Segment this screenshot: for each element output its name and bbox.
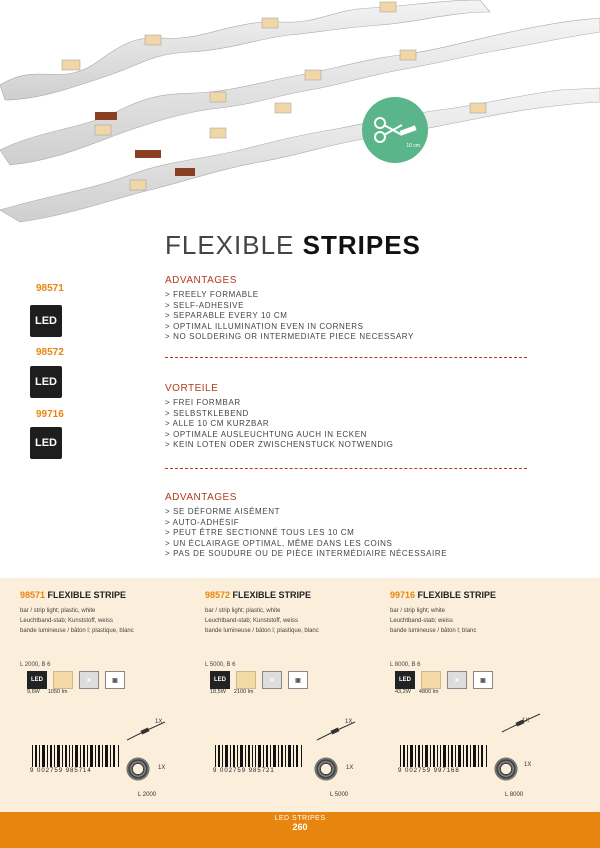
page-title-thin: FLEXIBLE xyxy=(165,230,303,260)
product-dimensions: L 2000, B 6 xyxy=(20,662,51,668)
sidebar-code-1: 98571 xyxy=(36,283,64,294)
no-dimmer-icon: ✕ xyxy=(262,671,282,689)
length-label: L 2000 xyxy=(138,792,157,798)
led-icon: LED xyxy=(30,305,62,337)
product-desc-en: bar / strip light; plastic, white xyxy=(20,608,96,614)
page-title-bold: STRIPES xyxy=(302,230,421,260)
product-desc-de: Leuchtband-stab; weiss xyxy=(390,618,454,624)
quantity-label: 1X xyxy=(524,762,532,768)
list-item: > PAS DE SOUDURE OU DE PIÈCE INTERMÉDIAIRE NÉCESSAIRE xyxy=(165,549,447,560)
page-footer xyxy=(0,812,600,848)
barcode xyxy=(400,745,488,767)
list-item: > SEPARABLE EVERY 10 CM xyxy=(165,311,414,322)
sidebar-code-2: 98572 xyxy=(36,347,64,358)
no-dimmer-icon: ✕ xyxy=(79,671,99,689)
connector-cable-icon xyxy=(125,718,175,743)
list-item: > SELBSTKLEBEND xyxy=(165,409,393,420)
page-title xyxy=(165,230,421,261)
connector-cable-icon xyxy=(315,718,365,743)
product-dimensions: L 5000, B 6 xyxy=(205,662,236,668)
led-icon: LED xyxy=(30,366,62,398)
wattage: 43,2W xyxy=(395,689,411,695)
list-item: > OPTIMAL ILLUMINATION EVEN IN CORNERS xyxy=(165,322,414,333)
barcode-number: 9 002759 985721 xyxy=(213,768,275,774)
product-card xyxy=(205,590,385,636)
protection-class-icon: ▣ xyxy=(473,671,493,689)
led-icon: LED xyxy=(395,671,415,689)
length-label: L 8000 xyxy=(505,792,524,798)
quantity-label: 1X xyxy=(158,765,166,771)
cut-every-10cm-badge xyxy=(362,97,428,163)
product-desc-en: bar / strip light; white xyxy=(390,608,446,614)
section-list-de xyxy=(165,398,393,451)
quantity-label: 1X xyxy=(522,718,530,724)
product-desc-de: Leuchtband-stab; Kunststoff, weiss xyxy=(205,618,298,624)
protection-class-icon: ▣ xyxy=(105,671,125,689)
lumen: 1050 lm xyxy=(47,689,68,695)
product-name: FLEXIBLE STRIPE xyxy=(45,590,127,600)
list-item: > FREI FORMBAR xyxy=(165,398,393,409)
divider xyxy=(165,468,527,469)
list-item: > KEIN LOTEN ODER ZWISCHENSTUCK NOTWENDIG xyxy=(165,440,393,451)
quantity-label: 1X xyxy=(155,719,163,725)
protection-class-icon: ▣ xyxy=(288,671,308,689)
list-item: > AUTO-ADHÉSIF xyxy=(165,518,447,529)
length-label: L 5000 xyxy=(330,792,349,798)
product-card xyxy=(390,590,570,636)
product-code: 99716 xyxy=(390,590,416,600)
light-output-icon xyxy=(236,671,256,689)
section-list-fr xyxy=(165,507,447,560)
cut-length-label: 10 cm xyxy=(406,143,420,149)
product-desc-fr: bande lumineuse / bâton l; plastique, blanc xyxy=(205,628,319,634)
product-desc-fr: bande lumineuse / bâton l; plastique, blanc xyxy=(20,628,134,634)
spec-icons xyxy=(395,671,493,689)
quantity-label: 1X xyxy=(346,765,354,771)
sidebar-code-3: 99716 xyxy=(36,409,64,420)
strip-coil-icon xyxy=(120,755,156,783)
wattage: 9,6W xyxy=(27,689,40,695)
spec-icons xyxy=(210,671,308,689)
product-desc-de: Leuchtband-stab; Kunststoff, weiss xyxy=(20,618,113,624)
page-number: 260 xyxy=(292,822,308,832)
hero-image xyxy=(0,0,600,225)
list-item: > OPTIMALE AUSLEUCHTUNG AUCH IN ECKEN xyxy=(165,430,393,441)
light-output-icon xyxy=(53,671,73,689)
product-code: 98571 xyxy=(20,590,46,600)
footer-category: LED STRIPES xyxy=(274,815,326,822)
spec-icons xyxy=(27,671,125,689)
scissors-icon xyxy=(372,115,418,145)
lumen: 4800 lm xyxy=(418,689,439,695)
list-item: > ALLE 10 CM KURZBAR xyxy=(165,419,393,430)
product-card xyxy=(20,590,200,636)
barcode-number: 9 002759 997168 xyxy=(398,768,460,774)
product-code: 98572 xyxy=(205,590,231,600)
list-item: > UN ÉCLAIRAGE OPTIMAL, MÊME DANS LES COINS xyxy=(165,539,447,550)
section-heading-de: VORTEILE xyxy=(165,383,219,394)
light-output-icon xyxy=(421,671,441,689)
section-heading-en: ADVANTAGES xyxy=(165,275,237,286)
list-item: > NO SOLDERING OR INTERMEDIATE PIECE NECESSARY xyxy=(165,332,414,343)
barcode xyxy=(32,745,120,767)
list-item: > SELF-ADHESIVE xyxy=(165,301,414,312)
barcode xyxy=(215,745,303,767)
product-name: FLEXIBLE STRIPE xyxy=(415,590,497,600)
list-item: > PEUT ÊTRE SECTIONNÉ TOUS LES 10 CM xyxy=(165,528,447,539)
wattage: 18,5W xyxy=(210,689,226,695)
strip-coil-icon xyxy=(308,755,344,783)
no-dimmer-icon: ✕ xyxy=(447,671,467,689)
led-strip-illustration xyxy=(0,0,600,225)
product-dimensions: L 8000, B 6 xyxy=(390,662,421,668)
product-desc-fr: bande lumineuse / bâton l; blanc xyxy=(390,628,477,634)
led-icon: LED xyxy=(30,427,62,459)
section-list-en xyxy=(165,290,414,343)
divider xyxy=(165,357,527,358)
quantity-label: 1X xyxy=(345,719,353,725)
barcode-number: 9 002759 985714 xyxy=(30,768,92,774)
list-item: > SE DÉFORME AISÉMENT xyxy=(165,507,447,518)
product-name: FLEXIBLE STRIPE xyxy=(230,590,312,600)
product-desc-en: bar / strip light; plastic, white xyxy=(205,608,281,614)
strip-coil-icon xyxy=(488,755,524,783)
led-icon: LED xyxy=(27,671,47,689)
list-item: > FREELY FORMABLE xyxy=(165,290,414,301)
led-icon: LED xyxy=(210,671,230,689)
lumen: 2100 lm xyxy=(233,689,254,695)
section-heading-fr: ADVANTAGES xyxy=(165,492,237,503)
